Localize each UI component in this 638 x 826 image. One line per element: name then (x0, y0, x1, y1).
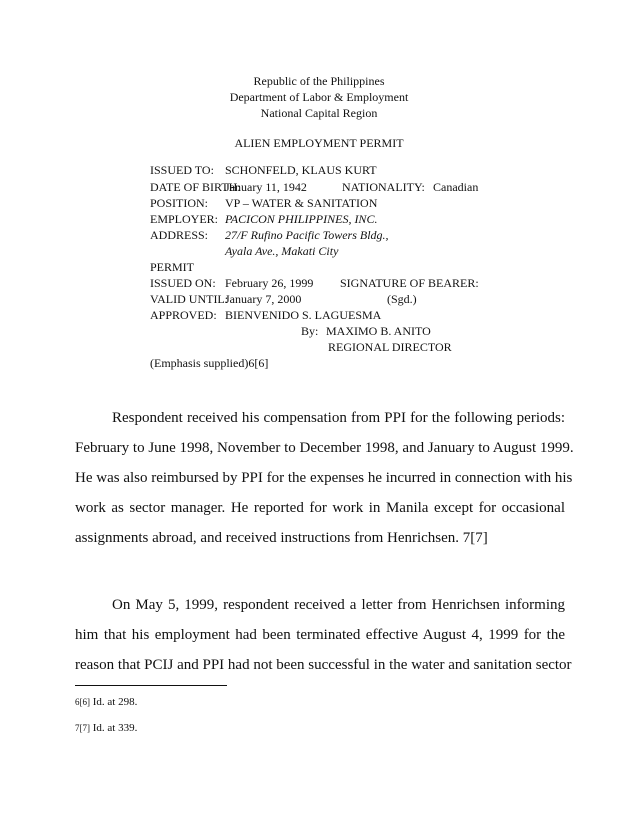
employer-row (150, 212, 378, 227)
approved-value: BIENVENIDO S. LAGUESMA (225, 308, 382, 322)
issued-on-row (150, 276, 479, 291)
employer-value: PACICON PHILIPPINES, INC. (225, 212, 378, 226)
nationality-value: Canadian (433, 180, 479, 194)
footnote-text: Id. at 298. (92, 696, 138, 708)
footnote-mark: 6[6] (75, 697, 90, 707)
valid-until-row (150, 292, 417, 307)
permit-label-row (150, 260, 194, 275)
by-label: By: (301, 324, 319, 338)
valid-until-label: VALID UNTIL: (150, 292, 229, 306)
sgd-text: (Sgd.) (387, 292, 417, 306)
valid-until-value: January 7, 2000 (225, 292, 302, 306)
footnote-text: Id. at 339. (92, 722, 138, 734)
paragraph-2-line: On May 5, 1999, respondent received a letter from Henrichsen informing (112, 597, 565, 613)
paragraph-1-line: February to June 1998, November to December 1998, and January to August 1999. (75, 440, 574, 456)
paragraph-1-line: assignments abroad, and received instructions from Henrichsen. 7[7] (75, 530, 488, 546)
by-name: MAXIMO B. ANITO (326, 324, 431, 338)
position-value: VP – WATER & SANITATION (225, 196, 378, 210)
issued-to-label: ISSUED TO: (150, 163, 214, 177)
position-row (150, 196, 378, 211)
emphasis-row (150, 356, 268, 371)
issued-on-label: ISSUED ON: (150, 276, 216, 290)
header-republic: Republic of the Philippines (253, 74, 385, 88)
header-region: National Capital Region (260, 106, 378, 120)
address-line-1: 27/F Rufino Pacific Towers Bldg., (225, 228, 389, 242)
address-label: ADDRESS: (150, 228, 209, 242)
by-title: REGIONAL DIRECTOR (328, 340, 452, 354)
issued-to-value: SCHONFELD, KLAUS KURT (225, 163, 377, 177)
permit-title: ALIEN EMPLOYMENT PERMIT (234, 136, 404, 150)
footnote-mark: 7[7] (75, 723, 90, 733)
paragraph-2-line: him that his employment had been terminated effective August 4, 1999 for the (75, 627, 565, 643)
dob-row (150, 180, 479, 195)
footnote-7 (75, 722, 137, 734)
dob-value: January 11, 1942 (225, 180, 307, 194)
paragraph-2-line: reason that PCIJ and PPI had not been successful in the water and sanitation sector (75, 657, 572, 673)
header-department: Department of Labor & Employment (229, 90, 409, 104)
paragraph-1-line: Respondent received his compensation from PPI for the following periods: (112, 410, 565, 426)
footnote-6 (75, 696, 137, 708)
nationality-label: NATIONALITY: (342, 180, 425, 194)
paragraph-1-line: He was also reimbursed by PPI for the expenses he incurred in connection with his (75, 470, 573, 486)
position-label: POSITION: (150, 196, 209, 210)
paragraph-1-line: work as sector manager. He reported for work in Manila except for occasional (75, 500, 565, 516)
address-row (150, 228, 389, 243)
issued-on-value: February 26, 1999 (225, 276, 314, 290)
emphasis-note: (Emphasis supplied)6[6] (150, 356, 269, 370)
signature-label: SIGNATURE OF BEARER: (340, 276, 479, 290)
employer-label: EMPLOYER: (150, 212, 219, 226)
footnote-divider (75, 685, 227, 686)
approved-row (150, 308, 382, 323)
address-line-2: Ayala Ave., Makati City (225, 244, 339, 258)
dob-label: DATE OF BIRTH: (150, 180, 241, 194)
issued-to-row (150, 163, 377, 178)
permit-label: PERMIT (150, 260, 195, 274)
approved-label: APPROVED: (150, 308, 217, 322)
